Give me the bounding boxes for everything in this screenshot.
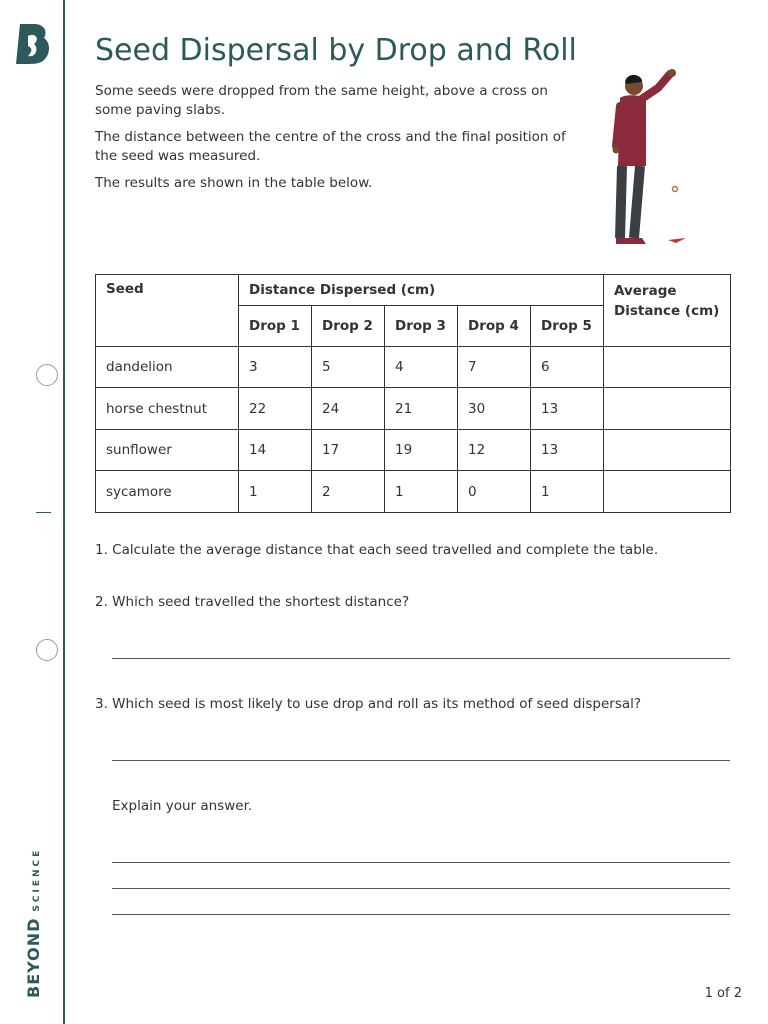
question-3: 3. Which seed is most likely to use drop and roll as its method of seed dispersal? bbox=[95, 696, 642, 712]
intro-paragraph-2: The distance between the centre of the cross and the final position of the seed was measured. bbox=[95, 129, 566, 164]
seed-name-cell: horse chestnut bbox=[96, 388, 239, 430]
drop-value-cell: 13 bbox=[531, 430, 604, 471]
question-1: 1. Calculate the average distance that each seed travelled and complete the table. bbox=[95, 542, 659, 558]
header-distance-dispersed: Distance Dispersed (cm) bbox=[239, 275, 604, 306]
drop-value-cell: 13 bbox=[531, 388, 604, 430]
drop-value-cell: 22 bbox=[239, 388, 312, 430]
drop-value-cell: 14 bbox=[239, 430, 312, 471]
header-drop-5: Drop 5 bbox=[531, 306, 604, 347]
drop-value-cell: 24 bbox=[312, 388, 385, 430]
drop-value-cell: 1 bbox=[239, 471, 312, 513]
drop-value-cell: 30 bbox=[458, 388, 531, 430]
page-number: 1 of 2 bbox=[704, 986, 742, 1001]
header-drop-3: Drop 3 bbox=[385, 306, 458, 347]
header-drop-2: Drop 2 bbox=[312, 306, 385, 347]
answer-line-explain-2[interactable] bbox=[112, 888, 730, 889]
answer-line-explain-3[interactable] bbox=[112, 914, 730, 915]
beyond-logo-icon bbox=[14, 22, 50, 66]
drop-value-cell: 1 bbox=[385, 471, 458, 513]
beyond-science-brand bbox=[24, 848, 43, 998]
drop-value-cell: 2 bbox=[312, 471, 385, 513]
header-drop-4: Drop 4 bbox=[458, 306, 531, 347]
drop-value-cell: 19 bbox=[385, 430, 458, 471]
drop-value-cell: 5 bbox=[312, 347, 385, 388]
drop-value-cell: 1 bbox=[531, 471, 604, 513]
average-answer-cell[interactable] bbox=[604, 347, 731, 388]
drop-value-cell: 12 bbox=[458, 430, 531, 471]
page-title: Seed Dispersal by Drop and Roll bbox=[95, 33, 577, 68]
intro-paragraph-3: The results are shown in the table below. bbox=[95, 175, 373, 191]
table-row-dandelion bbox=[96, 347, 731, 388]
answer-line-q2[interactable] bbox=[112, 658, 730, 659]
average-answer-cell[interactable] bbox=[604, 388, 731, 430]
question-2: 2. Which seed travelled the shortest distance? bbox=[95, 594, 410, 610]
margin-line bbox=[63, 0, 65, 1024]
fold-mark bbox=[36, 512, 51, 513]
person-dropping-seed-illustration bbox=[600, 66, 700, 252]
drop-value-cell: 6 bbox=[531, 347, 604, 388]
table-row-sycamore bbox=[96, 471, 731, 513]
table-row-horse-chestnut bbox=[96, 388, 731, 430]
results-table bbox=[95, 274, 731, 513]
punch-hole-bottom bbox=[36, 639, 58, 661]
seed-name-cell: sycamore bbox=[96, 471, 239, 513]
drop-value-cell: 4 bbox=[385, 347, 458, 388]
question-3-explain: Explain your answer. bbox=[112, 798, 253, 814]
drop-value-cell: 3 bbox=[239, 347, 312, 388]
average-answer-cell[interactable] bbox=[604, 471, 731, 513]
seed-name-cell: dandelion bbox=[96, 347, 239, 388]
drop-value-cell: 21 bbox=[385, 388, 458, 430]
header-seed: Seed bbox=[96, 275, 239, 347]
drop-value-cell: 7 bbox=[458, 347, 531, 388]
answer-line-explain-1[interactable] bbox=[112, 862, 730, 863]
drop-value-cell: 17 bbox=[312, 430, 385, 471]
punch-hole-top bbox=[36, 364, 58, 386]
intro-paragraph-1: Some seeds were dropped from the same height, above a cross on some paving slabs. bbox=[95, 83, 548, 118]
header-average-distance: Average Distance (cm) bbox=[604, 275, 731, 347]
brand-word-beyond: BEYOND bbox=[24, 917, 43, 998]
brand-word-science: SCIENCE bbox=[32, 847, 42, 912]
table-row-sunflower bbox=[96, 430, 731, 471]
seed-name-cell: sunflower bbox=[96, 430, 239, 471]
drop-value-cell: 0 bbox=[458, 471, 531, 513]
answer-line-q3[interactable] bbox=[112, 760, 730, 761]
average-answer-cell[interactable] bbox=[604, 430, 731, 471]
header-drop-1: Drop 1 bbox=[239, 306, 312, 347]
